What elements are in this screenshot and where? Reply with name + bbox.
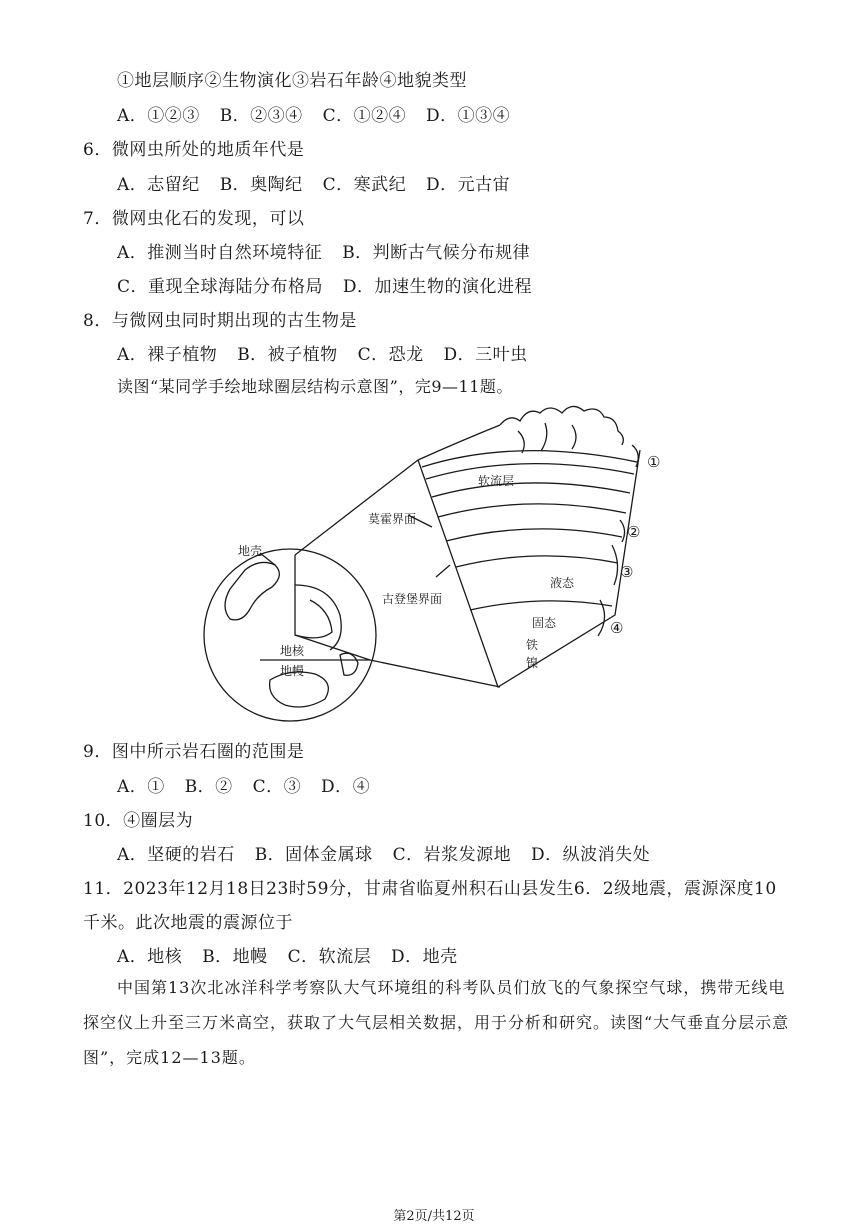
projection-line-top [295, 460, 418, 555]
q10-stem: 10．④圈层为 [83, 811, 194, 831]
q10-option-c: C．岩浆发源地 [392, 845, 512, 865]
projection-line-bottom [370, 660, 500, 687]
q6-stem: 6．微网虫所处的地质年代是 [83, 140, 305, 160]
label-liquid: 液态 [550, 576, 575, 590]
bracket-1 [632, 445, 638, 467]
q5-stem-tail: ①地层顺序②生物演化③岩石年龄④地貌类型 [117, 71, 467, 91]
page-footer: 第2页/共12页 [393, 1209, 475, 1224]
label-circle-2: ② [627, 523, 641, 541]
label-gutenberg: 古登堡界面 [382, 592, 443, 606]
gutenberg-leader [436, 565, 450, 577]
mountain-ridge [500, 406, 623, 445]
mountain-details [518, 423, 576, 453]
label-iron: 铁 [526, 638, 539, 652]
label-solid: 固态 [532, 616, 557, 630]
q5-option-d: D．①③④ [426, 106, 511, 126]
q8-option-c: C．恐龙 [357, 345, 424, 365]
layer-line-1 [422, 451, 637, 467]
q5-options [117, 101, 524, 126]
q8-option-a: A．裸子植物 [117, 345, 218, 365]
layer-line-2 [426, 464, 634, 479]
q11-stem-line1: 11．2023年12月18日23时59分，甘肃省临夏州积石山县发生6．2级地震，震源深度10 [83, 879, 777, 899]
label-nickel: 镍 [526, 656, 539, 670]
intro-9-11: 读图“某同学手绘地球圈层结构示意图”，完9—11题。 [117, 377, 513, 396]
label-core: 地核 [280, 644, 305, 658]
q9-option-b: B．② [184, 777, 233, 797]
label-asthenosphere: 软流层 [478, 474, 515, 488]
label-circle-4: ④ [610, 619, 624, 637]
q10-option-a: A．坚硬的岩石 [117, 845, 235, 865]
q9-option-a: A．① [117, 777, 165, 797]
globe-outline [204, 549, 376, 721]
label-crust: 地壳 [238, 544, 263, 558]
bracket-4 [598, 600, 605, 636]
q6-option-a: A．志留纪 [117, 175, 200, 195]
label-circle-1: ① [647, 453, 661, 471]
q10-option-b: B．固体金属球 [254, 845, 373, 865]
label-mantle: 地幔 [280, 664, 305, 678]
q11-stem-line2: 千米。此次地震的震源位于 [83, 913, 293, 933]
q8-option-d: D．三叶虫 [443, 345, 528, 365]
core-curve [295, 600, 332, 638]
layer-line-3 [432, 483, 630, 497]
q8-options [117, 340, 542, 365]
q5-option-b: B．②③④ [219, 106, 303, 126]
q5-option-c: C．①②④ [322, 106, 407, 126]
layer-line-4 [438, 504, 626, 517]
q7-options-row1 [117, 238, 544, 263]
q8-stem: 8．与微网虫同时期出现的古生物是 [83, 311, 357, 331]
q7-stem: 7．微网虫化石的发现，可以 [83, 209, 305, 229]
q6-option-b: B．奥陶纪 [219, 175, 303, 195]
layer-line-5 [446, 529, 622, 541]
q11-option-b: B．地幔 [202, 947, 268, 967]
q7-option-a: A．推测当时自然环境特征 [117, 243, 323, 263]
earth-layers-figure [200, 405, 700, 725]
bracket-3 [612, 545, 618, 585]
q9-stem: 9．图中所示岩石圈的范围是 [83, 742, 305, 762]
q11-options [117, 942, 472, 967]
q6-option-d: D．元古宙 [426, 175, 511, 195]
intro-12-13-text: 中国第13次北冰洋科学考察队大气环境组的科考队员们放飞的气象探空气球，携带无线电探空仪上升至三万米高空，获取了大气层相关数据，用于分析和研究。读图“大气垂直分层示意图”，完成12—13题。 [83, 978, 790, 1067]
q7-option-c: C．重现全球海陆分布格局 [117, 277, 324, 297]
q6-options [117, 170, 524, 195]
wedge-edges [295, 555, 370, 660]
continent-shape-3 [340, 653, 358, 675]
q6-option-c: C．寒武纪 [322, 175, 407, 195]
label-circle-3: ③ [620, 563, 634, 581]
q11-option-d: D．地壳 [391, 947, 458, 967]
q10-options [117, 840, 664, 865]
q7-option-b: B．判断古气候分布规律 [342, 243, 531, 263]
layer-line-6 [456, 556, 618, 567]
q8-option-b: B．被子植物 [237, 345, 338, 365]
bracket-2 [620, 520, 625, 542]
q5-option-a: A．①②③ [117, 106, 200, 126]
inner-mantle-curve [295, 585, 341, 650]
label-moho: 莫霍界面 [368, 512, 417, 526]
q9-option-d: D．④ [321, 777, 371, 797]
q7-option-d: D．加速生物的演化进程 [342, 277, 533, 297]
q11-option-c: C．软流层 [287, 947, 372, 967]
q9-option-c: C．③ [252, 777, 302, 797]
surface-left [418, 425, 500, 460]
layer-line-7 [470, 601, 612, 610]
q11-option-a: A．地核 [117, 947, 183, 967]
q10-option-d: D．纵波消失处 [531, 845, 651, 865]
q9-options [117, 772, 384, 797]
q7-options-row2 [117, 272, 546, 297]
intro-12-13-paragraph [83, 970, 793, 1075]
